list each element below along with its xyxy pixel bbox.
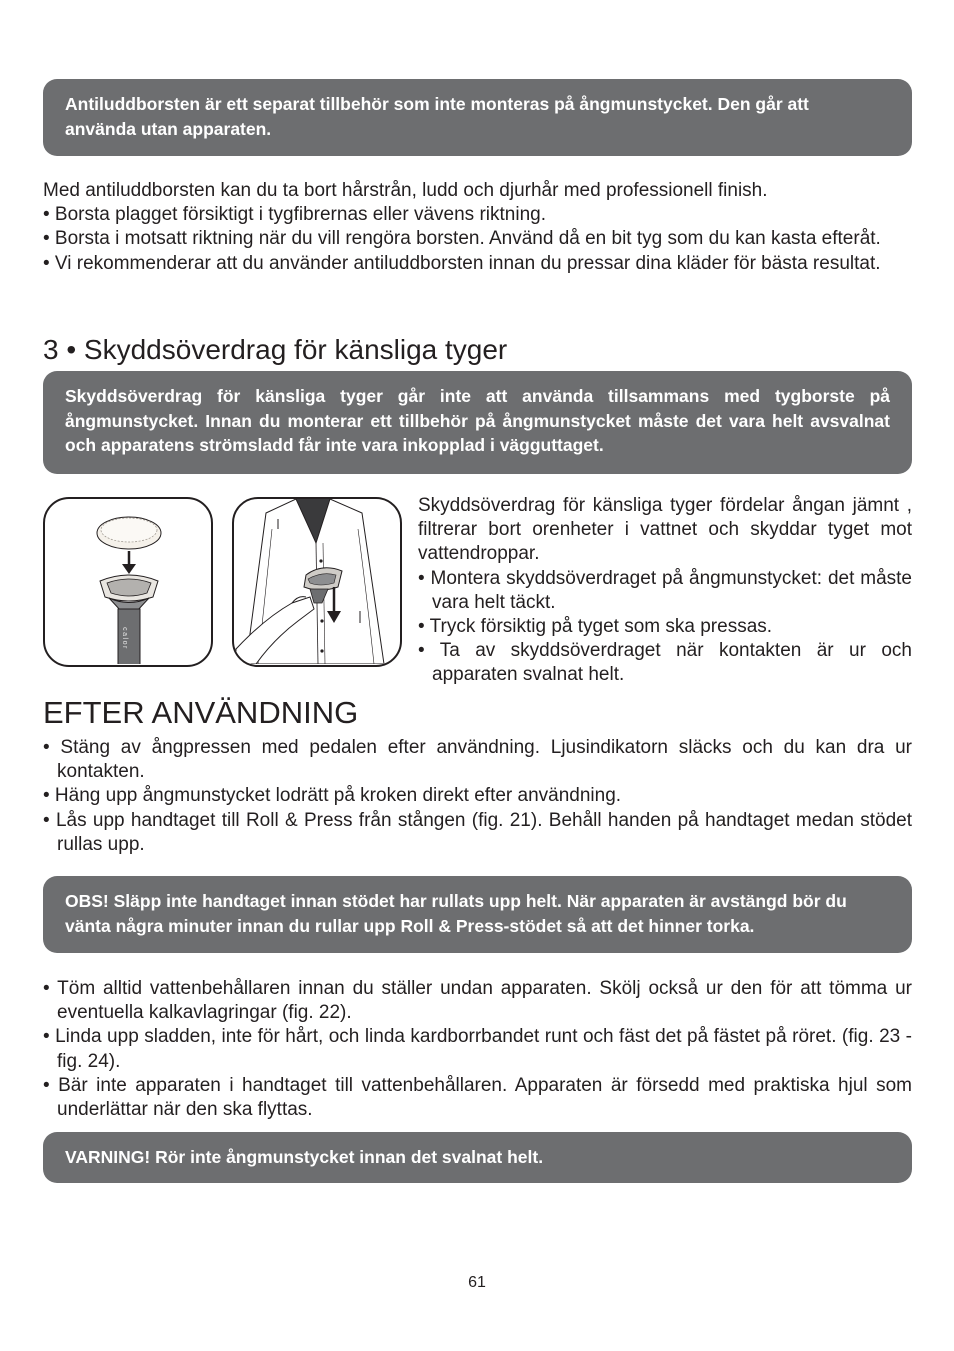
notice-warning — [43, 1132, 912, 1183]
figure-cover-attach — [43, 497, 213, 667]
lint-brush-text — [43, 179, 912, 276]
list-item: • Borsta i motsatt riktning när du vill rengöra borsten. Använd då en bit tyg som du kan kasta efteråt. — [43, 228, 881, 250]
list-item: • Häng upp ångmunstycket lodrätt på kroken direkt efter användning. — [43, 785, 622, 807]
list-item: • Vi rekommenderar att du använder antiluddborsten innan du pressar dina kläder för bästa resultat. — [43, 252, 881, 274]
figure-steaming-shirt — [232, 497, 402, 667]
list-item: • Ta av skyddsöverdraget när kontakten är ur och apparaten svalnat helt. — [418, 640, 912, 686]
list-item: • Borsta plagget försiktigt i tygfibrernas eller vävens riktning. — [43, 204, 546, 226]
list-item: • Stäng av ångpressen med pedalen efter användning. Ljusindikatorn släcks och du kan dra ur kontakten. — [43, 737, 912, 783]
notice-warning-text: VARNING! Rör inte ångmunstycket innan det svalnat helt. — [65, 1147, 544, 1167]
steaming-shirt-illustration — [234, 499, 399, 664]
handle-brand-label: calor — [120, 627, 128, 650]
notice-lint-brush — [43, 79, 912, 156]
protective-cover-text — [418, 494, 912, 688]
notice-protective-cover — [43, 371, 912, 474]
page-number: 61 — [468, 1274, 486, 1291]
protective-cover-lead: Skyddsöverdrag för känsliga tyger fördelar ångan jämnt , filtrerar bort orenheter i vattnet och skyddar tyget mot vattendroppar. — [418, 495, 912, 565]
notice-obs-text: OBS! Släpp inte handtaget innan stödet har rullats upp helt. När apparaten är avstängd bör du vänta några minuter innan du rullar upp Roll & Press-stödet så att det hinner torka. — [65, 891, 847, 936]
notice-obs — [43, 876, 912, 953]
notice-lint-brush-text: Antiluddborsten är ett separat tillbehör som inte monteras på ångmunstycket. Den går att använda utan apparaten. — [65, 94, 809, 139]
list-item: • Montera skyddsöverdraget på ångmunstycket: det måste vara helt täckt. — [418, 567, 912, 613]
list-item: • Bär inte apparaten i handtaget till vattenbehållaren. Apparaten är försedd med praktiska hjul som underlättar när den ska flyttas. — [43, 1074, 912, 1121]
list-item: • Lås upp handtaget till Roll & Press från stången (fig. 21). Behåll handen på handtaget medan stödet rullas upp. — [43, 809, 912, 855]
section-heading: 3 • Skyddsöverdrag för känsliga tyger — [43, 334, 508, 365]
notice-protective-cover-text: Skyddsöverdrag för känsliga tyger går inte att använda tillsammans med tygborste på ångmunstycket. Innan du monterar ett tillbehör på ångmunstycket måste det vara helt avsvalnat och apparatens strömsladd får inte vara inkopplad i vägguttaget. — [65, 386, 890, 455]
after-use-steps — [43, 736, 912, 857]
storage-steps — [43, 977, 912, 1122]
lint-brush-lead: Med antiluddborsten kan du ta bort hårstrån, ludd och djurhår med professionell finish. — [43, 180, 768, 201]
list-item: • Töm alltid vattenbehållaren innan du ställer undan apparaten. Skölj också ur den för att tömma ur eventuella kalkavlagringar (fig. 22). — [43, 978, 912, 1024]
list-item: • Tryck försiktig på tyget som ska pressas. — [418, 616, 773, 638]
list-item: • Linda upp sladden, inte för hårt, och linda kardborrbandet runt och fäst det på fästet på röret. (fig. 23 - fig. 24). — [43, 1026, 912, 1072]
after-use-heading: EFTER ANVÄNDNING — [43, 695, 359, 730]
